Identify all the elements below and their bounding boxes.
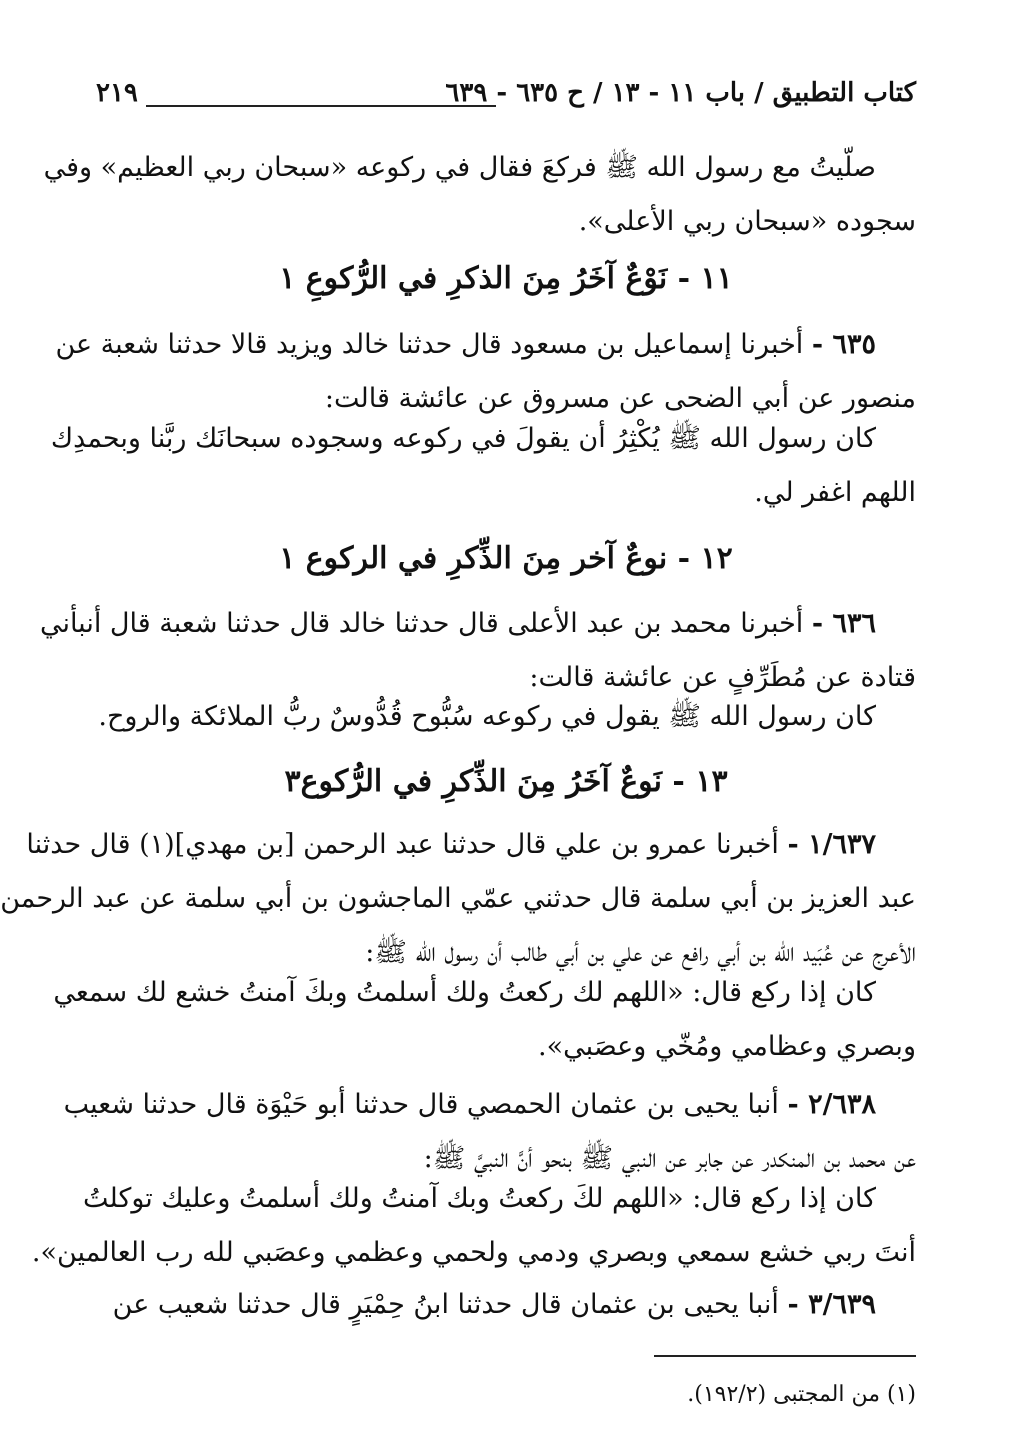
isnad-text: أخبرنا عمرو بن علي قال حدثنا عبد الرحمن [بن مهدي](١) قال حدثنا <box>26 829 779 860</box>
running-header <box>96 78 916 118</box>
text-line: عبد العزيز بن أبي سلمة قال حدثني عمّي الماجشون بن أبي سلمة عن عبد الرحمن <box>0 883 916 914</box>
text-line: قتادة عن مُطَرِّفٍ عن عائشة قالت: <box>529 662 916 693</box>
text-line: عن محمد بن المنكدر عن جابر عن النبي ﷺ بنحو أنَّ النبيَّ ﷺ: <box>423 1143 916 1174</box>
text-line: اللهم اغفر لي. <box>754 477 916 508</box>
section-heading-12: ١٢ - نوعٌ آخر مِنَ الذِّكرِ في الركوع ١ <box>279 541 733 576</box>
text-line <box>63 1078 916 1132</box>
section-heading-11: ١١ - نَوْعٌ آخَرُ مِنَ الذكرِ في الرُّكوعِ ١ <box>279 261 733 296</box>
hadith-635 <box>55 318 916 426</box>
text-line: كان إذا ركع قال: «اللهم لك ركعتُ ولك أسلمتُ وبكَ آمنتُ خشع لك سمعي <box>53 977 876 1008</box>
text-line <box>26 818 916 872</box>
matn-637 <box>53 966 916 1074</box>
isnad-text: أخبرنا إسماعيل بن مسعود قال حدثنا خالد ويزيد قالا حدثنا شعبة عن <box>55 329 804 360</box>
text-line: منصور عن أبي الضحى عن مسروق عن عائشة قالت: <box>324 383 916 414</box>
matn-635 <box>50 412 916 520</box>
hadith-number: ٦٣٦ - <box>811 608 876 639</box>
hadith-number: ٣/٦٣٩ - <box>787 1289 876 1320</box>
footnote: (١) من المجتبى (١٩٢/٢). <box>687 1382 916 1407</box>
isnad-text: أخبرنا محمد بن عبد الأعلى قال حدثنا خالد قال حدثنا شعبة قال أنبأني <box>39 608 804 639</box>
footnote-rule <box>654 1355 916 1357</box>
hadith-639 <box>96 1278 916 1332</box>
text-line <box>96 1278 916 1332</box>
text-line: أنتَ ربي خشع سمعي وبصري ودمي ولحمي وعظمي وعصَبي لله رب العالمين». <box>31 1237 916 1268</box>
hadith-637 <box>0 818 916 980</box>
text-line: سجوده «سبحان ربي الأعلى». <box>578 206 916 237</box>
text-line: الأعرج عن عُبَيد الله بن أبي رافع عن علي بن أبي طالب أن رسول الله ﷺ: <box>365 937 916 968</box>
text-line <box>39 597 916 651</box>
hadith-636 <box>39 597 916 705</box>
text-line: صلّيتُ مع رسول الله ﷺ فركعَ فقال في ركوعه «سبحان ربي العظيم» وفي <box>43 152 876 183</box>
hadith-number: ٦٣٥ - <box>811 329 876 360</box>
matn-638 <box>31 1172 916 1280</box>
isnad-text: أنبا يحيى بن عثمان الحمصي قال حدثنا أبو حَيْوَة قال حدثنا شعيب <box>63 1089 779 1120</box>
text-line: كان إذا ركع قال: «اللهم لكَ ركعتُ وبك آمنتُ ولك أسلمتُ وعليك توكلتُ <box>83 1183 876 1214</box>
text-line <box>55 318 916 372</box>
page-number: ٢١٩ <box>96 78 138 108</box>
matn-636 <box>96 690 916 744</box>
section-heading-13: ١٣ - نَوعٌ آخَرُ مِنَ الذِّكرِ في الرُّكوع٣ <box>284 764 728 799</box>
hadith-number: ٢/٦٣٨ - <box>787 1089 876 1120</box>
isnad-text: أنبا يحيى بن عثمان قال حدثنا ابنُ حِمْيَرٍ قال حدثنا شعيب عن <box>112 1289 779 1320</box>
text-line: كان رسول الله ﷺ يُكْثِرُ أن يقولَ في ركوعه وسجوده سبحانَك ربَّنا وبحمدِك <box>50 423 876 454</box>
header-rule <box>146 105 496 107</box>
text-line: وبصري وعظامي ومُخّي وعصَبي». <box>538 1031 916 1062</box>
text-line: كان رسول الله ﷺ يقول في ركوعه سُبُّوح قُدُّوسٌ ربُّ الملائكة والروح. <box>98 701 876 732</box>
header-title: كتاب التطبيق / باب ١١ - ١٣ / ح ٦٣٥ - ٦٣٩ <box>445 78 916 108</box>
hadith-number: ١/٦٣٧ - <box>787 829 876 860</box>
intro-paragraph <box>43 141 916 249</box>
hadith-638 <box>63 1078 916 1186</box>
